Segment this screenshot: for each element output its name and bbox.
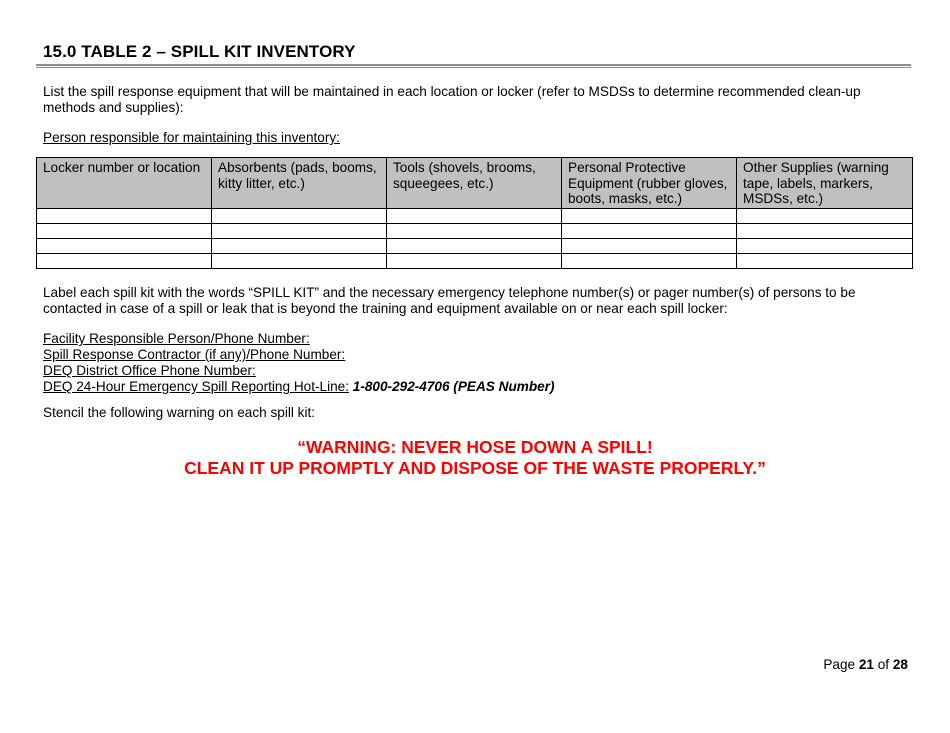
hotline-label: DEQ 24-Hour Emergency Spill Reporting Hot-Line: — [43, 379, 349, 394]
intro-paragraph: List the spill response equipment that will be maintained in each location or locker (refer to MSDSs to determine recommended clean-up methods and supplies): — [43, 84, 861, 115]
stencil-instruction: Stencil the following warning on each spill kit: — [43, 405, 316, 420]
table-cell[interactable] — [737, 208, 913, 223]
table-cell[interactable] — [37, 253, 212, 268]
table-cell[interactable] — [562, 253, 737, 268]
spill-kit-inventory-table — [36, 157, 913, 269]
table-cell[interactable] — [212, 208, 387, 223]
warning-line-1: “WARNING: NEVER HOSE DOWN A SPILL! — [297, 437, 653, 457]
table-cell[interactable] — [387, 253, 562, 268]
header-ppe: Personal Protective Equipment (rubber gloves, boots, masks, etc.) — [562, 158, 737, 209]
of-word: of — [877, 657, 890, 672]
header-tools: Tools (shovels, brooms, squeegees, etc.) — [387, 158, 562, 209]
table-cell[interactable] — [37, 208, 212, 223]
page-number — [823, 657, 908, 672]
table-cell[interactable] — [37, 223, 212, 238]
table-row — [37, 223, 913, 238]
district-office-label: DEQ District Office Phone Number: — [43, 363, 256, 378]
table-cell[interactable] — [212, 223, 387, 238]
table-cell[interactable] — [212, 238, 387, 253]
warning-line-2: CLEAN IT UP PROMPTLY AND DISPOSE OF THE WASTE PROPERLY.” — [184, 458, 766, 478]
table-cell[interactable] — [737, 238, 913, 253]
section-title: 15.0 TABLE 2 – SPILL KIT INVENTORY — [43, 42, 356, 61]
facility-contact-label: Facility Responsible Person/Phone Number: — [43, 331, 310, 346]
table-cell[interactable] — [37, 238, 212, 253]
contractor-contact-label: Spill Response Contractor (if any)/Phone Number: — [43, 347, 346, 362]
table-row — [37, 253, 913, 268]
table-cell[interactable] — [562, 238, 737, 253]
table-cell[interactable] — [212, 253, 387, 268]
header-absorbents: Absorbents (pads, booms, kitty litter, etc.) — [212, 158, 387, 209]
page-word: Page — [823, 657, 856, 672]
table-cell[interactable] — [562, 208, 737, 223]
header-other-supplies: Other Supplies (warning tape, labels, markers, MSDSs, etc.) — [737, 158, 913, 209]
title-divider — [36, 64, 911, 68]
table-header-row — [37, 158, 913, 209]
contact-list — [43, 331, 555, 395]
table-cell[interactable] — [387, 238, 562, 253]
table-cell[interactable] — [737, 253, 913, 268]
table-cell[interactable] — [387, 208, 562, 223]
page-current: 21 — [858, 657, 874, 672]
hotline-number: 1-800-292-4706 (PEAS Number) — [352, 379, 555, 394]
label-instruction-paragraph: Label each spill kit with the words “SPILL KIT” and the necessary emergency telephone number(s) or pager number(s) of persons to be contacted in case of a spill or leak that is beyond the training and equipment available on or near each spill locker: — [43, 285, 856, 316]
table-cell[interactable] — [737, 223, 913, 238]
responsible-person-label: Person responsible for maintaining this inventory: — [43, 130, 340, 145]
table-cell[interactable] — [562, 223, 737, 238]
page-total: 28 — [892, 657, 908, 672]
table-row — [37, 208, 913, 223]
table-row — [37, 238, 913, 253]
table-cell[interactable] — [387, 223, 562, 238]
header-locker-location: Locker number or location — [37, 158, 212, 209]
warning-text — [0, 437, 950, 479]
